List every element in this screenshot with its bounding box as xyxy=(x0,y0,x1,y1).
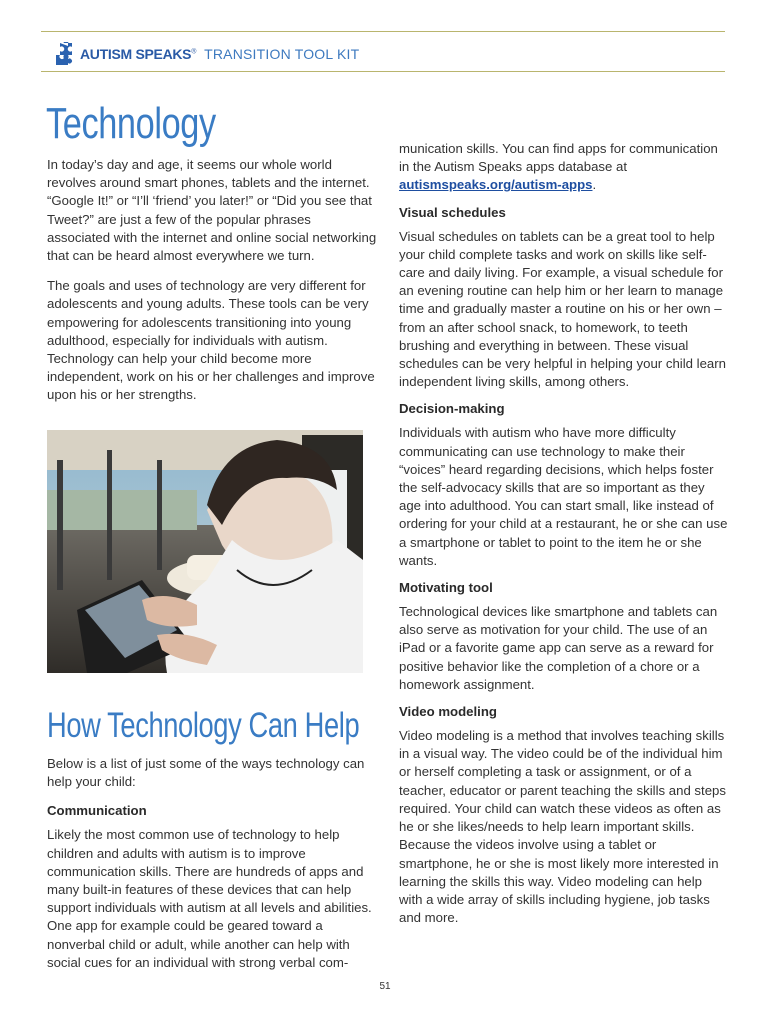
visual-schedules-heading: Visual schedules xyxy=(399,204,506,220)
puzzle-piece-icon xyxy=(53,42,75,66)
decision-making-body: Individuals with autism who have more difficulty communicating can use technology to make their “voices” heard regarding decisions, which helps foster the self-advocacy skills that are so important as they age into adulthood. You can start small, like instead of ordering for your child at a restaurant, he or she can use a smartphone or tablet to point to the item he or she wants. xyxy=(399,425,728,568)
autism-apps-link[interactable]: autismspeaks.org/autism-apps xyxy=(399,177,593,193)
toolkit-subtitle: TRANSITION TOOL KIT xyxy=(204,46,360,62)
page-number: 51 xyxy=(379,981,391,992)
section-title: How Technology Can Help xyxy=(47,706,360,745)
help-list-column xyxy=(47,755,377,972)
communication-body: Likely the most common use of technology to help children and adults with autism is to improve communication skills. There are hundreds of apps and many built-in features of these devices that can help support individuals with autism at all levels and abilities. One app for example could be geared toward a nonverbal child or adult, while another can help with social cues for an individual with strong verbal com- xyxy=(47,827,372,970)
video-modeling-body: Video modeling is a method that involves teaching skills in a visual way. The video could be of the individual him or herself completing a task or assignment, or of a teacher, educator or parent teaching the skills and steps required. Your child can watch these videos as often as he or she likes/needs to help learn important skills. Because the videos involve using a tablet or smartphone, he or she is most likely more interested in learning the skills this way. Video modeling can help with a wide array of skills including hygiene, job tasks and more. xyxy=(399,728,726,926)
intro-paragraph-1: In today’s day and age, it seems our whole world revolves around smart phones, tablets and the internet. “Google It!” or “I’ll ‘friend’ you later!” or “Did you see that Tweet?” are just a few of the popular phrases associated with the internet and online social networking that can be heard almost everywhere we turn. xyxy=(47,157,377,264)
photo-young-man-tablet xyxy=(47,430,363,673)
intro-paragraph-2: The goals and uses of technology are very different for adolescents and young adults. These tools can be very empowering for adolescents transitioning into young adulthood, especially for individuals with autism. Technology can help your child become more independent, work on his or her challenges and improve upon his or her strengths. xyxy=(47,278,375,403)
motivating-tool-heading: Motivating tool xyxy=(399,580,493,596)
video-modeling-heading: Video modeling xyxy=(399,704,497,720)
header-bottom-rule xyxy=(41,71,725,72)
page-title: Technology xyxy=(46,99,216,148)
section-intro: Below is a list of just some of the ways technology can help your child: xyxy=(47,756,365,790)
right-column xyxy=(399,140,729,927)
visual-schedules-body: Visual schedules on tablets can be a great tool to help your child complete tasks and work on skills like self-care and daily living. For example, a visual schedule for an evening routine can help him or her learn to manage time and gradually master a routine on his or her own – from an after school snack, to homework, to teeth brushing and everything in between. These visual schedules can be very helpful in helping your child learn independent living skills, among others. xyxy=(399,228,726,390)
communication-continuation: munication skills. You can find apps for communication in the Autism Speaks apps database at autismspeaks.org/autism-apps. xyxy=(399,141,718,193)
decision-making-heading: Decision-making xyxy=(399,401,505,417)
brand-header xyxy=(53,42,359,66)
brand-name: AUTISM SPEAKS® xyxy=(80,46,197,62)
communication-heading: Communication xyxy=(47,803,147,819)
intro-column xyxy=(47,156,377,405)
header-top-rule xyxy=(41,31,725,32)
motivating-tool-body: Technological devices like smartphone and tablets can also serve as motivation for your child. The use of an iPad or a favorite game app can serve as a reward for positive behavior like the completion of a chore or a homework assignment. xyxy=(399,604,718,692)
